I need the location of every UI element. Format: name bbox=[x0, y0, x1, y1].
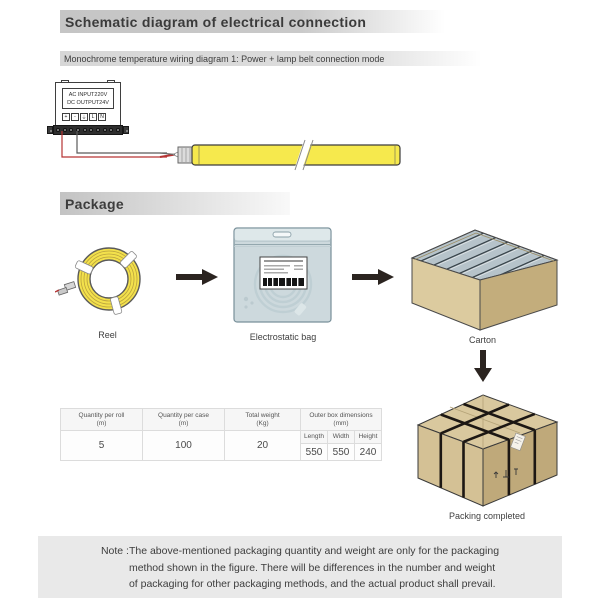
psu-ac-input: AC INPUT220V bbox=[68, 91, 108, 98]
packing-completed-illustration bbox=[412, 390, 562, 510]
bag-product-label bbox=[260, 257, 307, 289]
carton-label: Carton bbox=[468, 335, 496, 345]
psu-body bbox=[55, 82, 121, 126]
col-header-qty-per-case: Quantity per case (m) bbox=[143, 409, 225, 431]
reel-illustration bbox=[55, 233, 160, 325]
electrostatic-bag-label: Electrostatic bag bbox=[249, 332, 317, 342]
col-header-qty-per-roll: Quantity per roll (m) bbox=[61, 409, 143, 431]
page-title-text: Schematic diagram of electrical connection bbox=[65, 13, 367, 30]
terminal-neutral: N bbox=[98, 113, 106, 121]
cell-qty-per-roll: 5 bbox=[61, 431, 143, 461]
subcol-width: Width bbox=[328, 431, 355, 444]
psu-mount-ear bbox=[107, 80, 115, 83]
right-arrow-icon bbox=[176, 267, 218, 287]
package-section-title bbox=[60, 192, 290, 215]
barcode-icon bbox=[263, 278, 304, 286]
note-box bbox=[38, 536, 562, 598]
package-title-text: Package bbox=[65, 195, 124, 212]
right-arrow-icon bbox=[352, 267, 394, 287]
terminal-live: L bbox=[89, 113, 97, 121]
wiring-caption-text: Monochrome temperature wiring diagram 1: Power + lamp belt connection mode bbox=[64, 53, 385, 64]
cell-total-weight: 20 bbox=[225, 431, 301, 461]
cell-height: 240 bbox=[355, 444, 382, 461]
down-arrow-icon bbox=[473, 350, 493, 382]
cell-width: 550 bbox=[328, 444, 355, 461]
reel-connector bbox=[55, 282, 76, 295]
note-label: Note : bbox=[100, 545, 129, 557]
led-strip-wiring-illustration bbox=[55, 130, 405, 176]
reel-label: Reel bbox=[98, 330, 117, 340]
psu-terminal-labels bbox=[62, 113, 106, 121]
black-wire bbox=[77, 131, 167, 153]
cell-length: 550 bbox=[301, 444, 328, 461]
subcol-height: Height bbox=[355, 431, 382, 444]
electrostatic-bag-illustration bbox=[233, 227, 333, 324]
psu-rating-label bbox=[62, 88, 114, 109]
psu-mount-tab bbox=[47, 126, 53, 134]
power-supply-unit bbox=[55, 82, 121, 134]
packaging-spec-table bbox=[60, 408, 382, 461]
led-strip bbox=[192, 145, 400, 165]
subcol-length: Length bbox=[301, 431, 328, 444]
note-text: The above-mentioned packaging quantity and weight are only for the packaging method shown in the figure. There will be differences in the number and weight of packaging for other packaging methods, and the actual product shall prevail. bbox=[128, 545, 500, 590]
psu-mount-ear bbox=[61, 80, 69, 83]
cell-qty-per-case: 100 bbox=[143, 431, 225, 461]
page-title bbox=[60, 10, 445, 33]
col-header-outer-box: Outer box dimensions (mm) bbox=[301, 409, 382, 431]
terminal-plus: + bbox=[62, 113, 70, 121]
psu-dc-output: DC OUTPUT24V bbox=[67, 99, 109, 106]
wiring-caption bbox=[60, 51, 482, 66]
bag-hang-hole bbox=[273, 232, 291, 237]
carton-illustration bbox=[405, 228, 560, 334]
packing-completed-label: Packing completed bbox=[448, 511, 526, 521]
terminal-ground-icon: ⏚ bbox=[81, 114, 87, 121]
terminal-minus: - bbox=[71, 113, 79, 121]
col-header-total-weight: Total weight (Kg) bbox=[225, 409, 301, 431]
black-wire-end bbox=[160, 153, 175, 155]
